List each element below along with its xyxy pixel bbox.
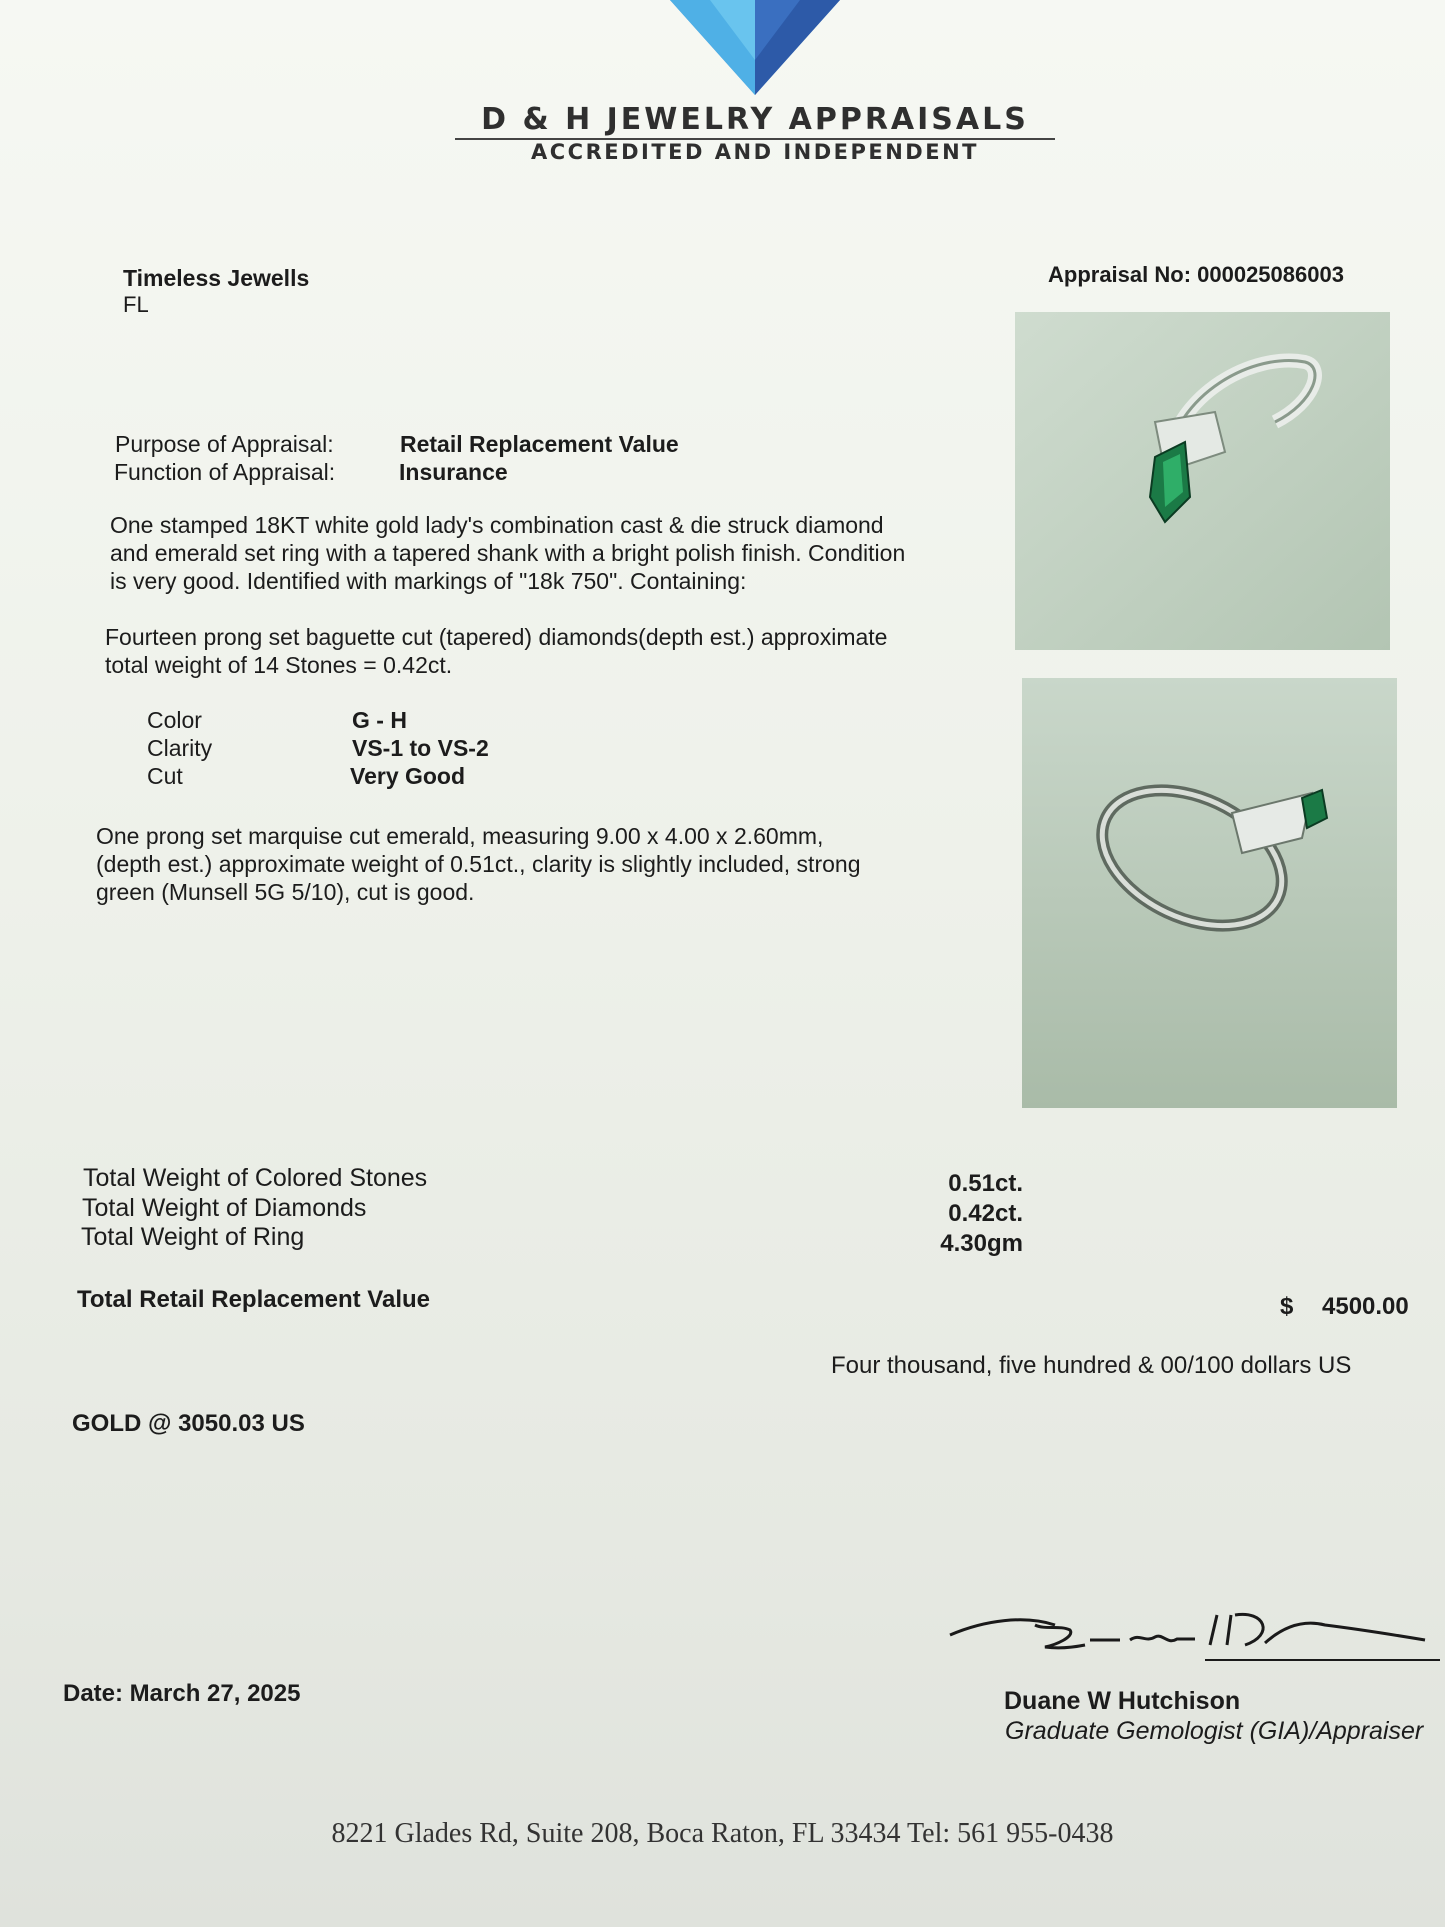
purpose-value: Retail Replacement Value [400, 431, 679, 457]
total-colored-label: Total Weight of Colored Stones [83, 1164, 428, 1192]
emerald-line: (depth est.) approximate weight of 0.51ct., clarity is slightly included, strong [96, 851, 861, 877]
emerald-line: One prong set marquise cut emerald, measuring 9.00 x 4.00 x 2.60mm, [96, 823, 824, 849]
description-paragraph [110, 511, 905, 595]
emerald-paragraph [96, 822, 860, 906]
retail-value-label: Total Retail Replacement Value [77, 1286, 431, 1313]
signature-image [945, 1605, 1445, 1680]
total-ring-label: Total Weight of Ring [81, 1223, 305, 1251]
description-line: One stamped 18KT white gold lady's combination cast & die struck diamond [110, 512, 884, 538]
diamonds-line: Fourteen prong set baguette cut (tapered) diamonds(depth est.) approximate [105, 624, 888, 650]
appraisal-number: Appraisal No: 000025086003 [1048, 262, 1344, 287]
function-label: Function of Appraisal: [114, 459, 336, 485]
company-name: D & H JEWELRY APPRAISALS [481, 102, 1029, 137]
diamond-logo-icon [670, 0, 840, 95]
signer-title: Graduate Gemologist (GIA)/Appraiser [1005, 1717, 1424, 1745]
description-line: is very good. Identified with markings of "18k 750". Containing: [110, 568, 747, 594]
signer-name: Duane W Hutchison [1004, 1687, 1241, 1715]
gold-price: GOLD @ 3050.03 US [72, 1410, 305, 1437]
client-name: Timeless Jewells [123, 265, 310, 291]
grading-color-value: G - H [352, 707, 407, 733]
grading-clarity-label: Clarity [147, 735, 213, 761]
grading-color-label: Color [147, 707, 202, 733]
amount-in-words: Four thousand, five hundred & 00/100 dollars US [831, 1352, 1352, 1379]
company-tagline: ACCREDITED AND INDEPENDENT [531, 140, 979, 164]
diamonds-line: total weight of 14 Stones = 0.42ct. [105, 652, 453, 678]
total-ring-value: 4.30gm [940, 1230, 1023, 1257]
retail-value-amount: 4500.00 [1322, 1293, 1409, 1320]
description-line: and emerald set ring with a tapered shank with a bright polish finish. Condition [110, 540, 906, 566]
function-value: Insurance [399, 459, 508, 485]
ring-photo-side [1022, 678, 1397, 1108]
client-state: FL [123, 292, 149, 317]
total-diamonds-label: Total Weight of Diamonds [82, 1194, 367, 1222]
emerald-line: green (Munsell 5G 5/10), cut is good. [96, 879, 475, 905]
appraisal-date: Date: March 27, 2025 [63, 1680, 301, 1707]
diamonds-paragraph [105, 623, 887, 679]
grading-clarity-value: VS-1 to VS-2 [352, 735, 489, 761]
currency-symbol: $ [1280, 1293, 1294, 1320]
grading-cut-value: Very Good [350, 763, 466, 789]
total-diamonds-value: 0.42ct. [948, 1200, 1023, 1227]
purpose-label: Purpose of Appraisal: [115, 431, 334, 457]
grading-cut-label: Cut [147, 763, 183, 789]
ring-photo-top [1015, 312, 1390, 650]
total-colored-value: 0.51ct. [948, 1170, 1023, 1197]
footer-address: 8221 Glades Rd, Suite 208, Boca Raton, FL 33434 Tel: 561 955-0438 [331, 1818, 1114, 1849]
